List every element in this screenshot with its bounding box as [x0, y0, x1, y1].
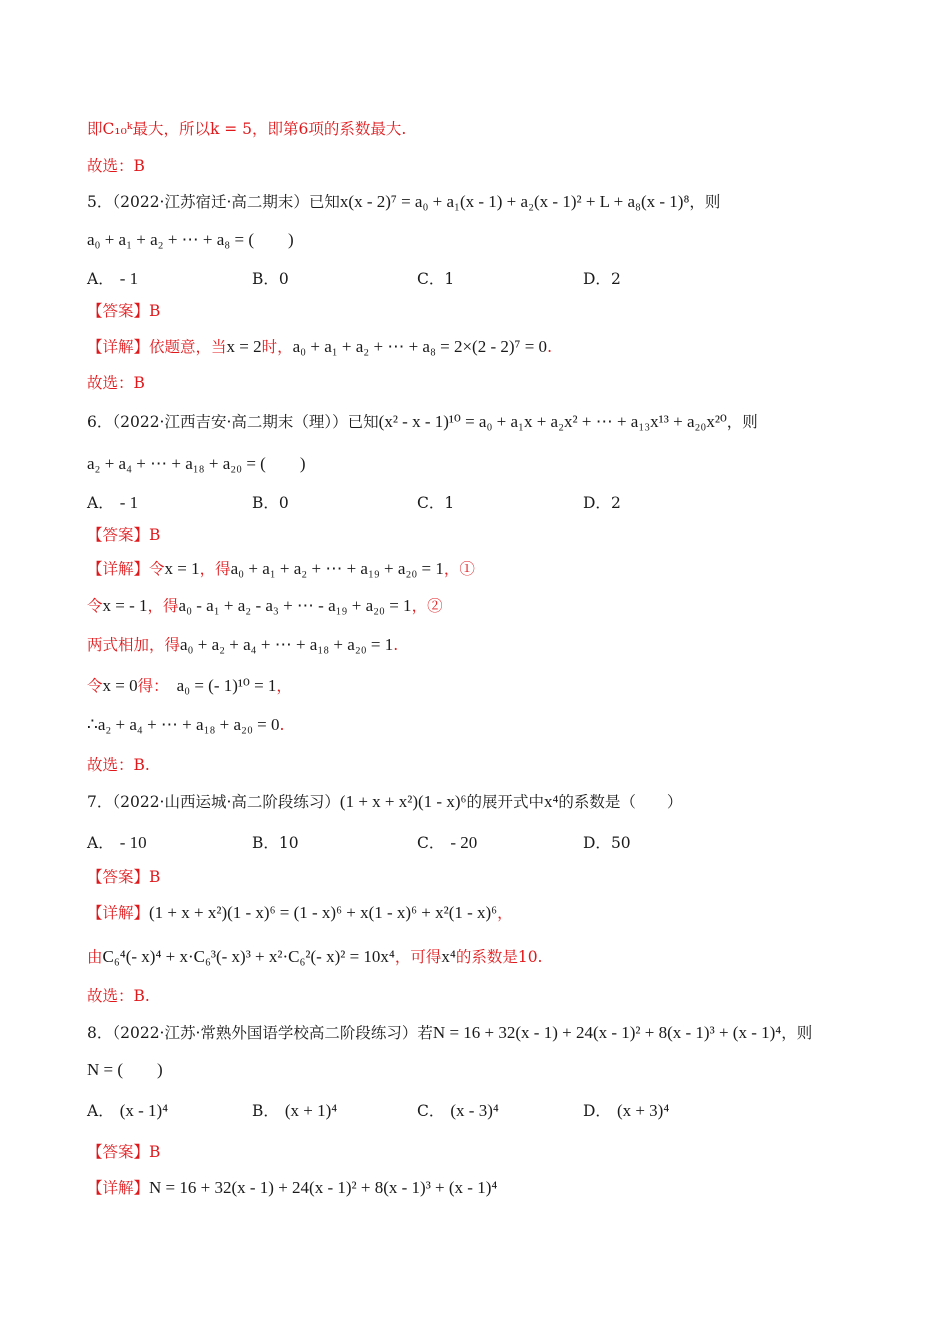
- q8-option-a: [87, 1100, 168, 1122]
- q5-option-d-value: 2: [610, 270, 621, 288]
- q5-option-a-value: - 1: [119, 269, 139, 288]
- q5-ask: [87, 229, 910, 251]
- q8-stem-suffix: ，则: [781, 1024, 813, 1042]
- q6-d1-cond: x = 1: [164, 559, 200, 578]
- q8-detail-label: 【详解】: [87, 1179, 150, 1197]
- q8-option-a-value: (x - 1)⁴: [119, 1101, 169, 1120]
- q7-stem-var: x⁴: [543, 792, 559, 811]
- q6-d1-mid: ，得: [199, 560, 231, 578]
- q8-option-b-letter: B．: [252, 1102, 279, 1120]
- q5-option-b: [252, 268, 289, 290]
- q7-choice: 故选：B.: [87, 987, 150, 1005]
- q5-option-c-value: 1: [444, 270, 455, 288]
- q7-d2-mid: ，可得: [394, 948, 442, 966]
- q6-d1-math: a₀ + a₁ + a₂ + ⋯ + a₁₉ + a₂₀ = 1: [230, 559, 444, 578]
- q8-detail: [87, 1177, 910, 1199]
- q6-d2-text: 令: [87, 597, 103, 615]
- q7-option-d-letter: D．: [583, 834, 611, 852]
- q5-option-c-letter: C．: [417, 270, 445, 288]
- q7-stem-math: (1 + x + x²)(1 - x)⁶: [339, 792, 467, 811]
- q5-ask-math: a₀ + a₁ + a₂ + ⋯ + a₈ = ( ): [87, 230, 294, 249]
- q6-d2-math: a₀ - a₁ + a₂ - a₃ + ⋯ - a₁₉ + a₂₀ = 1: [178, 596, 412, 615]
- q5-detail-mid: 时，: [261, 338, 293, 356]
- q5-detail-math: a₀ + a₁ + a₂ + ⋯ + a₈ = 2×(2 - 2)⁷ = 0: [292, 337, 548, 356]
- q7-option-c: [417, 832, 477, 854]
- q6-detail-2: [87, 595, 910, 617]
- q6-stem-suffix: ，则: [726, 413, 758, 431]
- q5-option-d-letter: D．: [583, 270, 611, 288]
- q7-option-a: [87, 832, 147, 854]
- q8-stem: [87, 1022, 910, 1044]
- q7-answer: 【答案】B: [87, 868, 161, 886]
- q7-d1-end: ，: [497, 904, 513, 922]
- q5-stem: [87, 191, 910, 213]
- prev-choice: 故选：B: [87, 157, 145, 175]
- q5-stem-suffix: ，则: [689, 193, 721, 211]
- q6-d5-end: .: [279, 716, 285, 734]
- q7-stem-prefix: 7．（2022·山西运城·高二阶段练习）: [87, 793, 340, 811]
- q6-detail-1: [87, 558, 910, 580]
- q6-option-d-letter: D．: [583, 494, 611, 512]
- q7-option-b: [252, 832, 299, 854]
- prev-solution-line: 即C₁₀ᵏ最大，所以k = 5，即第6项的系数最大.: [87, 120, 407, 138]
- q6-detail-label: 【详解】: [87, 560, 150, 578]
- q6-option-b: [252, 492, 289, 514]
- q5-detail: [87, 336, 910, 358]
- q8-option-c-value: (x - 3)⁴: [450, 1101, 499, 1120]
- q8-answer: 【答案】B: [87, 1143, 161, 1161]
- q6-d3-end: .: [393, 636, 399, 654]
- q6-d4-end: ，: [276, 677, 292, 695]
- q6-option-d-value: 2: [610, 494, 621, 512]
- q5-detail-cond: x = 2: [226, 337, 262, 356]
- q8-option-a-letter: A．: [87, 1102, 114, 1120]
- q8-option-b: [252, 1100, 337, 1122]
- q6-answer: 【答案】B: [87, 526, 161, 544]
- q5-option-a: [87, 268, 138, 290]
- q8-ask: [87, 1059, 910, 1081]
- q6-option-a-letter: A．: [87, 494, 114, 512]
- q6-option-b-letter: B．: [252, 494, 279, 512]
- q6-stem-prefix: 6．（2022·江西吉安·高二期末（理））已知: [87, 413, 379, 431]
- q7-stem-mid: 的展开式中: [466, 793, 544, 811]
- q6-d4-math: a₀ = (- 1)¹⁰ = 1: [176, 676, 277, 695]
- q6-option-c-value: 1: [444, 494, 455, 512]
- q7-option-b-letter: B．: [252, 834, 279, 852]
- q6-stem: [87, 411, 910, 433]
- q8-option-d-value: (x + 3)⁴: [616, 1101, 670, 1120]
- q6-option-d: [583, 492, 621, 514]
- q6-d5-math: ∴a₂ + a₄ + ⋯ + a₁₈ + a₂₀ = 0: [87, 715, 280, 734]
- q5-choice: 故选：B: [87, 374, 145, 392]
- q8-option-c-letter: C．: [417, 1102, 445, 1120]
- q6-option-c: [417, 492, 454, 514]
- q8-ask-math: N = ( ): [87, 1060, 163, 1079]
- q7-detail-2: [87, 946, 910, 968]
- q7-option-d: [583, 832, 631, 854]
- q6-d2-mid: ，得: [147, 597, 179, 615]
- q7-option-b-value: 10: [278, 834, 299, 852]
- q6-choice: 故选：B.: [87, 756, 150, 774]
- q5-answer: 【答案】B: [87, 302, 161, 320]
- q5-option-c: [417, 268, 454, 290]
- q6-detail-5: [87, 714, 910, 736]
- q7-d2-end: 的系数是10.: [455, 948, 543, 966]
- q7-option-a-value: - 10: [119, 833, 147, 852]
- q7-d2-text: 由: [87, 948, 103, 966]
- q6-option-c-letter: C．: [417, 494, 445, 512]
- q7-detail-1: [87, 902, 910, 924]
- q6-stem-math: (x² - x - 1)¹⁰ = a₀ + a₁x + a₂x² + ⋯ + a₁₃x¹³ + a₂₀x²⁰: [378, 412, 727, 431]
- q7-option-d-value: 50: [610, 834, 631, 852]
- q7-option-a-letter: A．: [87, 834, 114, 852]
- q8-stem-prefix: 8．（2022·江苏·常熟外国语学校高二阶段练习）若: [87, 1024, 433, 1042]
- q7-stem: [87, 791, 910, 813]
- q8-option-d: [583, 1100, 669, 1122]
- q6-d3-text: 两式相加，得: [87, 636, 181, 654]
- q8-option-c: [417, 1100, 499, 1122]
- q5-option-d: [583, 268, 621, 290]
- q8-option-d-letter: D．: [583, 1102, 611, 1120]
- q6-option-a: [87, 492, 138, 514]
- q5-option-a-letter: A．: [87, 270, 114, 288]
- q5-stem-math: x(x - 2)⁷ = a₀ + a₁(x - 1) + a₂(x - 1)² + L + a₈(x - 1)⁸: [339, 192, 690, 211]
- q6-ask-math: a₂ + a₄ + ⋯ + a₁₈ + a₂₀ = ( ): [87, 454, 306, 473]
- q6-d2-cond: x = - 1: [102, 596, 148, 615]
- q7-stem-suffix: 的系数是（ ）: [558, 793, 683, 811]
- q6-d4-cond: x = 0: [102, 676, 138, 695]
- q6-detail-3: [87, 634, 910, 656]
- q6-d1-text: 令: [149, 560, 165, 578]
- q5-option-b-letter: B．: [252, 270, 279, 288]
- q8-stem-math: N = 16 + 32(x - 1) + 24(x - 1)² + 8(x - 1)³ + (x - 1)⁴: [432, 1023, 782, 1042]
- q7-d2-var: x⁴: [441, 947, 456, 966]
- q6-d4-mid: 得：: [137, 677, 169, 695]
- q5-option-b-value: 0: [278, 270, 289, 288]
- q7-d1-math: (1 + x + x²)(1 - x)⁶ = (1 - x)⁶ + x(1 - x)⁶ + x²(1 - x)⁶: [149, 903, 498, 922]
- q6-d2-mark: ，②: [411, 597, 443, 615]
- q8-option-b-value: (x + 1)⁴: [284, 1101, 338, 1120]
- q5-detail-end: .: [547, 338, 552, 356]
- q6-d1-mark: ，①: [443, 560, 475, 578]
- q7-detail-label: 【详解】: [87, 904, 150, 922]
- q6-ask: [87, 453, 910, 475]
- q7-option-c-letter: C．: [417, 834, 445, 852]
- q7-option-c-value: - 20: [450, 833, 478, 852]
- q6-option-b-value: 0: [278, 494, 289, 512]
- q6-d4-text: 令: [87, 677, 103, 695]
- q5-stem-prefix: 5．（2022·江苏宿迁·高二期末）已知: [87, 193, 340, 211]
- q5-detail-text: 依题意，当: [149, 338, 227, 356]
- q5-detail-label: 【详解】: [87, 338, 150, 356]
- q6-d3-math: a₀ + a₂ + a₄ + ⋯ + a₁₈ + a₂₀ = 1: [180, 635, 394, 654]
- q6-detail-4: [87, 675, 910, 697]
- q7-d2-math: C₆⁴(- x)⁴ + x·C₆³(- x)³ + x²·C₆²(- x)² = 10x⁴: [102, 947, 395, 966]
- q6-option-a-value: - 1: [119, 493, 139, 512]
- q8-detail-math: N = 16 + 32(x - 1) + 24(x - 1)² + 8(x - 1)³ + (x - 1)⁴: [149, 1178, 498, 1197]
